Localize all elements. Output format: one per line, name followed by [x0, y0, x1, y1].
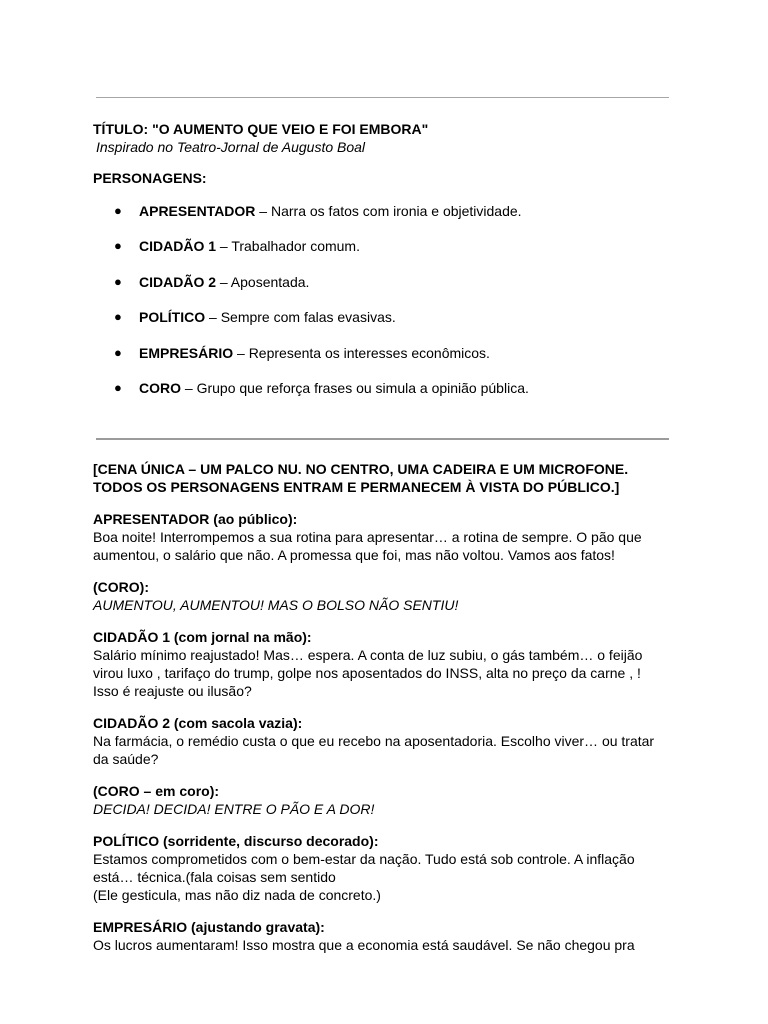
bullet-icon: ● — [114, 344, 122, 360]
speaker-label: APRESENTADOR (ao público): — [93, 511, 298, 527]
speech-line: Isso é reajuste ou ilusão? — [93, 683, 252, 699]
character-name: APRESENTADOR — [139, 203, 256, 219]
dialogue-politico — [93, 832, 673, 904]
character-desc: – Trabalhador comum. — [216, 238, 360, 255]
character-name: CIDADÃO 2 — [139, 273, 217, 290]
character-item — [114, 273, 674, 308]
speaker-label: CIDADÃO 1 (com jornal na mão): — [93, 629, 312, 645]
scene-direction — [93, 460, 673, 496]
script-body — [93, 460, 673, 954]
play-subtitle: Inspirado no Teatro-Jornal de Augusto Boal — [96, 139, 366, 155]
bullet-icon: ● — [114, 203, 122, 218]
bullet-icon: ● — [114, 238, 122, 254]
character-item — [114, 237, 674, 272]
character-desc: – Sempre com falas evasivas. — [205, 309, 396, 326]
character-item — [114, 308, 674, 343]
character-name: POLÍTICO — [139, 309, 206, 326]
character-name: CORO — [139, 379, 181, 396]
bullet-icon: ● — [114, 273, 122, 289]
character-name: EMPRESÁRIO — [139, 344, 234, 361]
bullet-icon: ● — [114, 379, 122, 395]
character-desc: – Narra os fatos com ironia e objetividade. — [255, 203, 522, 219]
speech-line: aumentou, o salário que não. A promessa que foi, mas não voltou. Vamos aos fatos! — [93, 547, 615, 563]
dialogue-cidadao-2 — [93, 714, 673, 768]
scene-direction-line-1: [CENA ÚNICA – UM PALCO NU. NO CENTRO, UMA CADEIRA E UM MICROFONE. — [93, 461, 629, 477]
characters-heading-block — [93, 169, 673, 187]
scene-direction-line-2: TODOS OS PERSONAGENS ENTRAM E PERMANECEM À VISTA DO PÚBLICO.] — [93, 479, 620, 495]
speech-line: AUMENTOU, AUMENTOU! MAS O BOLSO NÃO SENTIU! — [93, 597, 459, 613]
speaker-label: (CORO): — [93, 579, 149, 595]
speech-line: Boa noite! Interrompemos a sua rotina para apresentar… a rotina de sempre. O pão que — [93, 529, 642, 545]
speaker-label: POLÍTICO (sorridente, discurso decorado): — [93, 833, 379, 849]
speaker-label: CIDADÃO 2 (com sacola vazia): — [93, 715, 303, 731]
character-desc: – Representa os interesses econômicos. — [233, 344, 490, 361]
characters-list — [114, 202, 674, 414]
bullet-icon: ● — [114, 309, 122, 325]
speech-line: (Ele gesticula, mas não diz nada de concreto.) — [93, 887, 381, 903]
character-item — [114, 202, 674, 237]
speech-line: está… técnica.(fala coisas sem sentido — [93, 869, 336, 885]
dialogue-empresario — [93, 918, 673, 954]
top-horizontal-rule — [96, 97, 669, 98]
dialogue-apresentador — [93, 510, 673, 564]
character-desc: – Grupo que reforça frases ou simula a opinião pública. — [181, 379, 529, 396]
speaker-label: (CORO – em coro): — [93, 783, 220, 799]
dialogue-cidadao-1 — [93, 628, 673, 700]
speech-line: Os lucros aumentaram! Isso mostra que a economia está saudável. Se não chegou pra — [93, 937, 635, 953]
speech-line: DECIDA! DECIDA! ENTRE O PÃO E A DOR! — [93, 801, 375, 817]
character-item — [114, 344, 674, 379]
speech-line: virou luxo , tarifaço do trump, golpe nos aposentados do INSS, alta no preço da carne , ! — [93, 665, 641, 681]
speech-line: Estamos comprometidos com o bem-estar da nação. Tudo está sob controle. A inflação — [93, 851, 635, 867]
section-horizontal-rule — [96, 438, 669, 440]
speaker-label: EMPRESÁRIO (ajustando gravata): — [93, 919, 325, 935]
characters-heading: PERSONAGENS: — [93, 170, 207, 186]
speech-line: Salário mínimo reajustado! Mas… espera. A conta de luz subiu, o gás também… o feijão — [93, 647, 643, 663]
character-item — [114, 379, 674, 414]
character-desc: – Aposentada. — [216, 273, 310, 290]
character-name: CIDADÃO 1 — [139, 238, 217, 255]
title-block — [93, 120, 673, 156]
dialogue-coro-2 — [93, 782, 673, 818]
speech-line: da saúde? — [93, 751, 159, 767]
play-title: TÍTULO: "O AUMENTO QUE VEIO E FOI EMBORA" — [93, 121, 429, 137]
dialogue-coro-1 — [93, 578, 673, 614]
speech-line: Na farmácia, o remédio custa o que eu recebo na aposentadoria. Escolho viver… ou tratar — [93, 733, 655, 749]
